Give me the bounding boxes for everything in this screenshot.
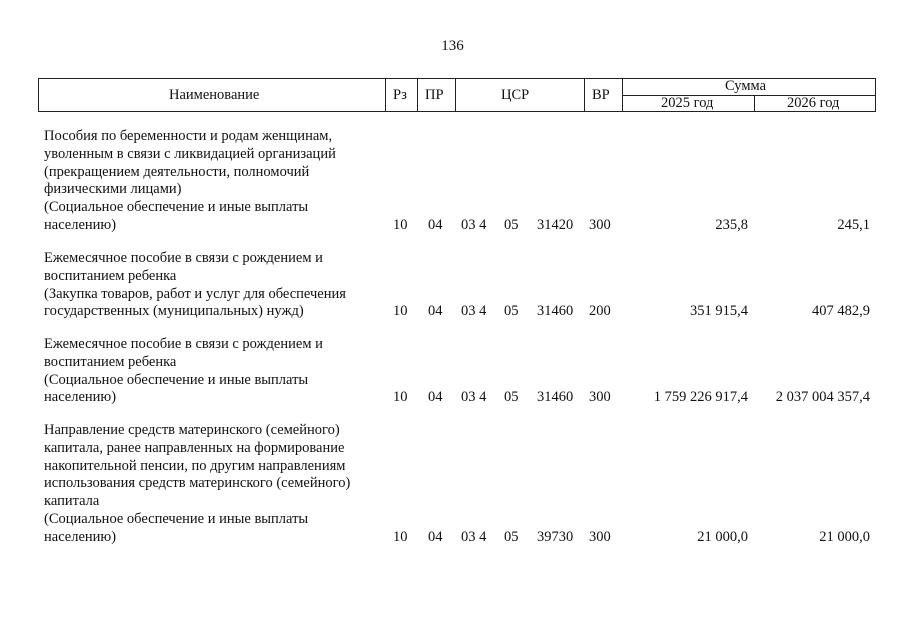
row-name-line: населению) xyxy=(44,216,117,233)
row-code-pr: 04 xyxy=(428,217,443,233)
row-name-line: воспитанием ребенка xyxy=(44,353,177,370)
row-sum-2025: 1 759 226 917,4 xyxy=(653,389,748,406)
row-name-line: государственных (муниципальных) нужд) xyxy=(44,303,304,320)
row-code-pr: 04 xyxy=(428,528,443,545)
row-code-csr1: 03 4 xyxy=(461,217,487,233)
row-sum-2026: 21 000,0 xyxy=(819,528,870,545)
row-code-rz: 10 xyxy=(393,217,408,233)
row-name-line: капитала, ранее направленных на формирование xyxy=(44,439,345,456)
row-name-line: населению) xyxy=(44,389,117,406)
row-name-line: Ежемесячное пособие в связи с рождением и xyxy=(44,336,323,352)
row-code-csr2: 05 xyxy=(504,528,519,545)
divider xyxy=(455,79,456,111)
row-code-csr2: 05 xyxy=(504,303,519,320)
row-code-csr3: 31460 xyxy=(537,389,574,406)
row-name-line: воспитанием ребенка xyxy=(44,267,177,284)
header-pr: ПР xyxy=(425,87,444,103)
row-name-line: (Социальное обеспечение и иные выплаты xyxy=(44,371,309,388)
row-name xyxy=(44,128,384,235)
divider xyxy=(754,95,755,111)
row-code-pr: 04 xyxy=(428,303,443,320)
row-name-line: уволенным в связи с ликвидацией организаций xyxy=(44,145,336,162)
row-sum-2025: 21 000,0 xyxy=(697,528,748,545)
table-row xyxy=(0,250,905,321)
row-code-csr3: 31460 xyxy=(537,303,574,320)
divider xyxy=(385,79,386,111)
row-name-line: (Социальное обеспечение и иные выплаты xyxy=(44,510,309,527)
row-name-line: (прекращением деятельности, полномочий xyxy=(44,163,310,180)
row-name-line: Направление средств материнского (семейного) xyxy=(44,422,340,438)
row-code-rz: 10 xyxy=(393,528,408,545)
header-csr: ЦСР xyxy=(501,87,530,103)
header-year-2026: 2026 год xyxy=(787,95,840,111)
row-sum-2026: 407 482,9 xyxy=(812,303,870,320)
row-name-line: физическими лицами) xyxy=(44,181,182,198)
row-name-line: (Закупка товаров, работ и услуг для обеспечения xyxy=(44,285,346,302)
row-name-line: Ежемесячное пособие в связи с рождением и xyxy=(44,250,323,266)
row-code-csr1: 03 4 xyxy=(461,389,487,406)
row-sum-2025: 235,8 xyxy=(715,217,748,233)
table-row xyxy=(0,128,905,235)
row-code-vr: 200 xyxy=(589,303,611,320)
row-code-csr1: 03 4 xyxy=(461,303,487,320)
row-name-line: использования средств материнского (семейного) xyxy=(44,475,351,492)
row-sum-2026: 245,1 xyxy=(837,217,870,233)
header-year-2025: 2025 год xyxy=(661,95,714,111)
row-code-pr: 04 xyxy=(428,389,443,406)
row-code-csr3: 39730 xyxy=(537,528,574,545)
row-name-line: Пособия по беременности и родам женщинам, xyxy=(44,128,333,144)
row-sum-2025: 351 915,4 xyxy=(690,303,748,320)
row-name-line: (Социальное обеспечение и иные выплаты xyxy=(44,199,309,216)
row-code-csr3: 31420 xyxy=(537,217,574,233)
row-code-vr: 300 xyxy=(589,217,611,233)
row-code-vr: 300 xyxy=(589,389,611,406)
page-number: 136 xyxy=(441,38,464,54)
row-name xyxy=(44,250,384,321)
row-name-line: накопительной пенсии, по другим направлениям xyxy=(44,457,346,474)
row-code-csr2: 05 xyxy=(504,389,519,406)
row-code-rz: 10 xyxy=(393,303,408,320)
header-vr: ВР xyxy=(592,87,610,103)
divider xyxy=(584,79,585,111)
divider xyxy=(417,79,418,111)
row-name-line: капитала xyxy=(44,493,100,510)
row-sum-2026: 2 037 004 357,4 xyxy=(775,389,870,406)
table-header xyxy=(38,78,876,112)
row-name xyxy=(44,336,384,407)
row-code-csr1: 03 4 xyxy=(461,528,487,545)
header-sum: Сумма xyxy=(725,78,767,94)
row-code-vr: 300 xyxy=(589,528,611,545)
row-name xyxy=(44,422,384,547)
row-name-line: населению) xyxy=(44,528,117,545)
row-code-csr2: 05 xyxy=(504,217,519,233)
table-row xyxy=(0,422,905,547)
table-row xyxy=(0,336,905,407)
header-name: Наименование xyxy=(169,87,260,103)
row-code-rz: 10 xyxy=(393,389,408,406)
header-rz: Рз xyxy=(393,87,407,103)
